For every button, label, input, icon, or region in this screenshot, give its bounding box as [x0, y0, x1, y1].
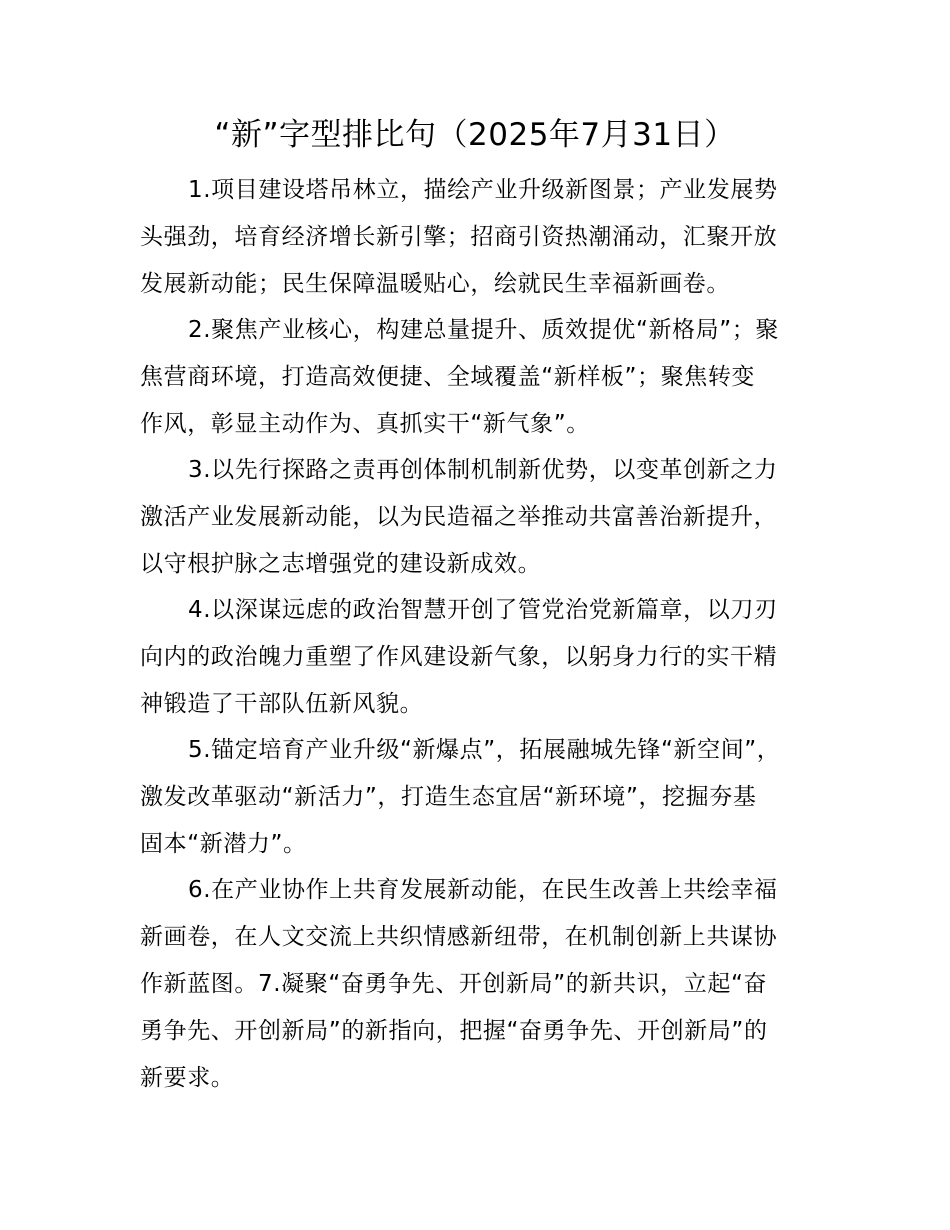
paragraph-line: 1.项目建设塔吊林立，描绘产业升级新图景；产业发展势 — [188, 177, 778, 203]
paragraph-line: 2.聚焦产业核心，构建总量提升、质效提优“新格局”；聚 — [188, 317, 779, 343]
paragraph-line: 向内的政治魄力重塑了作风建设新气象，以躬身力行的实干精 — [140, 644, 778, 670]
paragraph-line: 5.锚定培育产业升级“新爆点”，拓展融城先锋“新空间”， — [188, 737, 781, 763]
paragraph-line: 固本“新潜力”。 — [140, 831, 307, 857]
paragraph-line: 以守根护脉之志增强党的建设新成效。 — [140, 551, 542, 577]
paragraph-line: 勇争先、开创新局”的新指向，把握“奋勇争先、开创新局”的 — [140, 1018, 768, 1044]
paragraph-line: 4.以深谋远虑的政治智慧开创了管党治党新篇章，以刀刃 — [188, 597, 778, 623]
paragraph-line: 发展新动能；民生保障温暖贴心，绘就民生幸福新画卷。 — [140, 271, 730, 297]
paragraph-line: 作风，彰显主动作为、真抓实干“新气象”。 — [140, 411, 590, 437]
paragraph-2 — [140, 307, 840, 448]
paragraph-line: 作新蓝图。7.凝聚“奋勇争先、开创新局”的新共识，立起“奋 — [140, 971, 768, 997]
paragraph-1 — [140, 167, 840, 308]
paragraph-line: 头强劲，培育经济增长新引擎；招商引资热潮涌动，汇聚开放 — [140, 224, 778, 250]
paragraph-4 — [140, 587, 840, 728]
paragraph-line: 新要求。 — [140, 1065, 235, 1091]
paragraph-6 — [140, 867, 840, 1102]
paragraph-line: 激发改革驱动“新活力”，打造生态宜居“新环境”，挖掘夯基 — [140, 784, 757, 810]
paragraph-3 — [140, 447, 840, 588]
paragraph-line: 6.在产业协作上共育发展新动能，在民生改善上共绘幸福 — [188, 877, 778, 903]
paragraph-5 — [140, 727, 840, 868]
paragraph-line: 激活产业发展新动能，以为民造福之举推动共富善治新提升， — [140, 504, 778, 530]
paragraph-line: 神锻造了干部队伍新风貌。 — [140, 691, 424, 717]
paragraph-line: 3.以先行探路之责再创体制机制新优势，以变革创新之力 — [188, 457, 778, 483]
paragraph-line: 新画卷，在人文交流上共织情感新纽带，在机制创新上共谋协 — [140, 924, 778, 950]
document-title: “新”字型排比句（2025年7月31日） — [214, 117, 736, 153]
paragraph-line: 焦营商环境，打造高效便捷、全域覆盖“新样板”；聚焦转变 — [140, 364, 756, 390]
